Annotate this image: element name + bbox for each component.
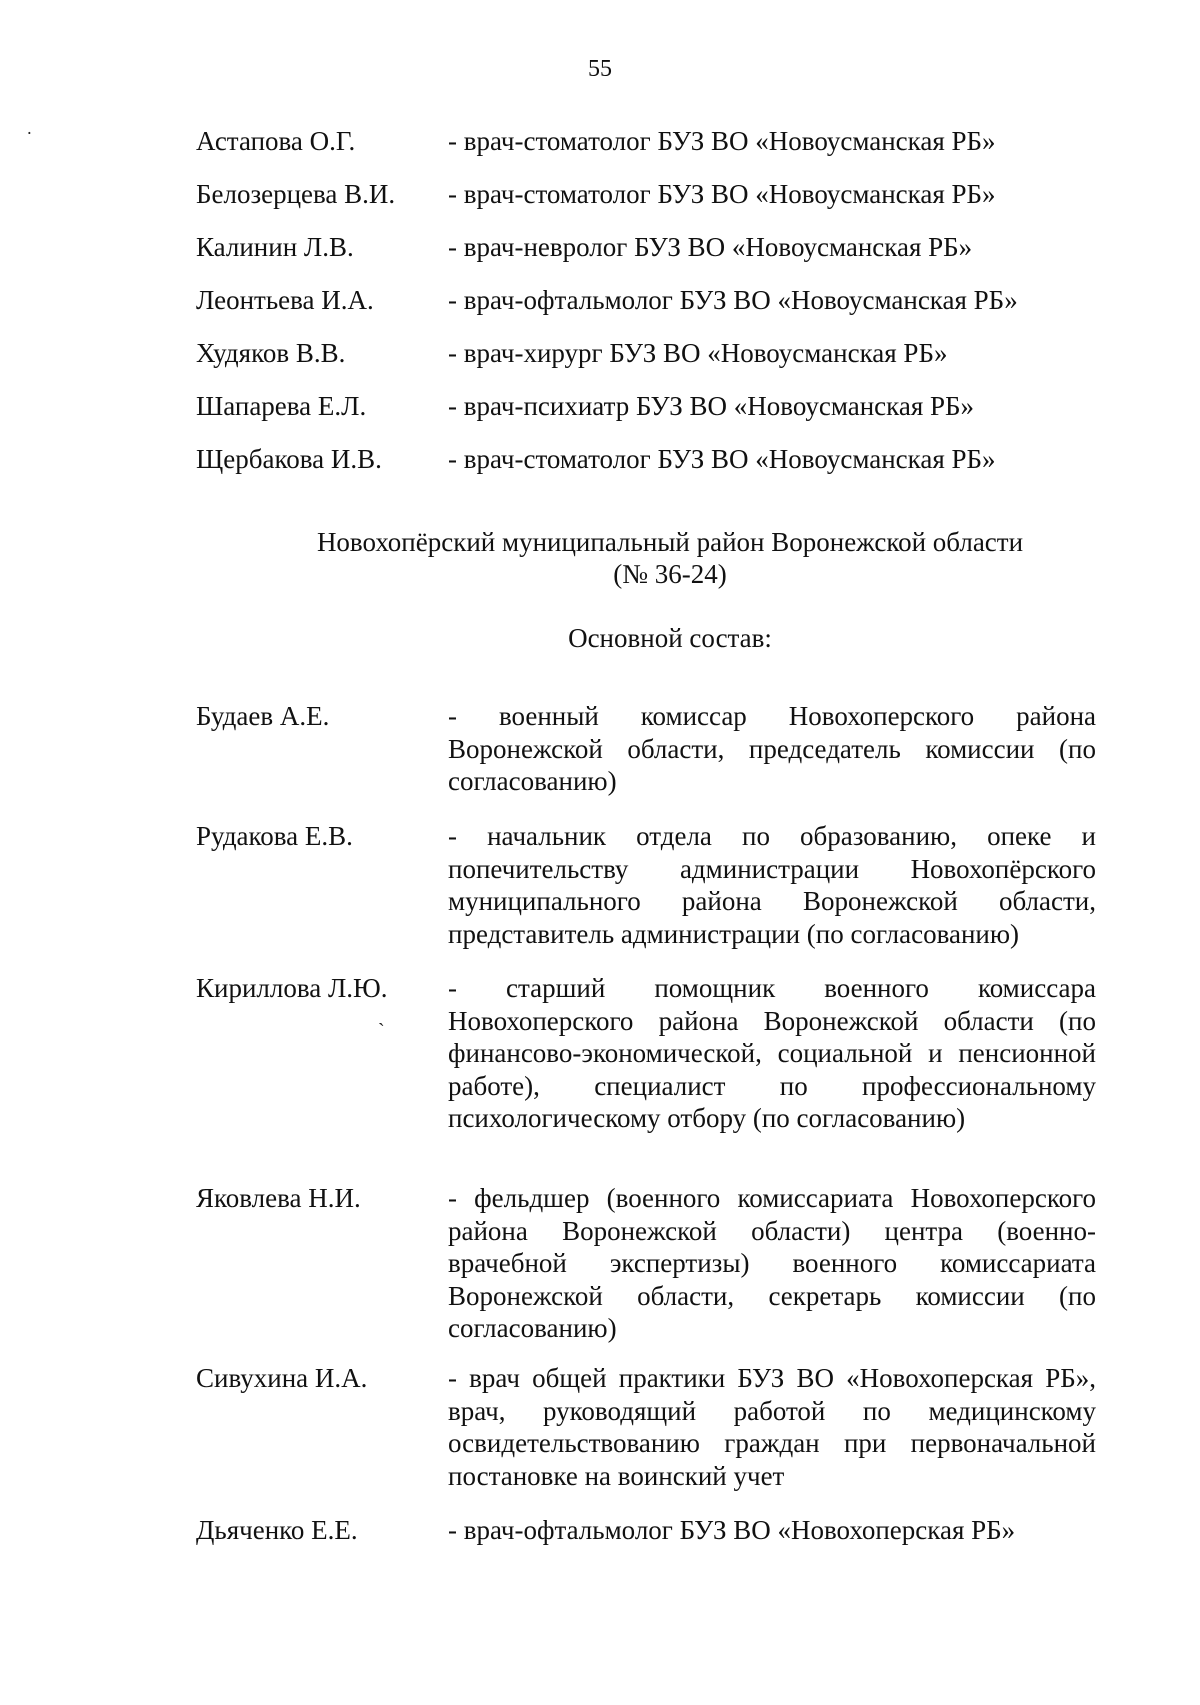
list-item [0, 124, 1200, 158]
scan-mark: ` [378, 1020, 385, 1042]
member-name: Кириллова Л.Ю. [196, 973, 388, 1003]
person-role: - врач-психиатр БУЗ ВО «Новоусманская РБ» [448, 391, 975, 421]
person-name: Белозерцева В.И. [196, 179, 396, 209]
member-name: Будаев А.Е. [196, 701, 330, 731]
list-item [0, 177, 1200, 211]
list-item [0, 442, 1200, 476]
person-role: - врач-офтальмолог БУЗ ВО «Новоусманская РБ» [448, 285, 1018, 315]
section-title: Новохопёрский муниципальный район Воронежской области [316, 527, 1024, 557]
list-item [0, 389, 1200, 423]
member-description: - начальник отдела по образованию, опеке и попечительству администрации Новохопёрского муниципального района Воронежской области, представитель администрации (по согласованию) [448, 821, 1096, 949]
member-description: - врач общей практики БУЗ ВО «Новохоперская РБ», врач, руководящий работой по медицинскому освидетельствованию граждан при первоначальной постановке на воинский учет [448, 1363, 1096, 1491]
member-description: - врач-офтальмолог БУЗ ВО «Новохоперская РБ» [448, 1515, 1016, 1545]
person-name: Худяков В.В. [196, 338, 346, 368]
person-role: - врач-стоматолог БУЗ ВО «Новоусманская РБ» [448, 179, 996, 209]
section-subtitle: Основной состав: [568, 623, 772, 653]
member-name: Рудакова Е.В. [196, 821, 353, 851]
person-name: Леонтьева И.А. [196, 285, 374, 315]
scan-mark: ˙ [26, 128, 33, 150]
section-number: (№ 36-24) [613, 559, 727, 589]
person-role: - врач-невролог БУЗ ВО «Новоусманская РБ» [448, 232, 973, 262]
person-role: - врач-стоматолог БУЗ ВО «Новоусманская РБ» [448, 126, 996, 156]
member-description: - фельдшер (военного комиссариата Новохоперского района Воронежской области) центра (военно-врачебной экспертизы) военного комиссариата Воронежской области, секретарь комиссии (по согласованию) [448, 1183, 1096, 1343]
member-description: - старший помощник военного комиссара Новохоперского района Воронежской области (по финансово-экономической, социальной и пенсионной работе), специалист по профессиональному психологическому отбору (по согласованию) [448, 973, 1096, 1133]
page-number: 55 [588, 56, 612, 82]
list-item [0, 336, 1200, 370]
member-name: Дьяченко Е.Е. [196, 1515, 358, 1545]
member-name: Сивухина И.А. [196, 1363, 368, 1393]
person-role: - врач-хирург БУЗ ВО «Новоусманская РБ» [448, 338, 948, 368]
person-name: Шапарева Е.Л. [196, 391, 367, 421]
list-item [0, 230, 1200, 264]
list-item [0, 283, 1200, 317]
person-name: Щербакова И.В. [196, 444, 382, 474]
person-name: Калинин Л.В. [196, 232, 354, 262]
member-name: Яковлева Н.И. [196, 1183, 361, 1213]
person-role: - врач-стоматолог БУЗ ВО «Новоусманская РБ» [448, 444, 996, 474]
person-name: Астапова О.Г. [196, 126, 356, 156]
member-description: - военный комиссар Новохоперского района Воронежской области, председатель комиссии (по согласованию) [448, 701, 1096, 796]
